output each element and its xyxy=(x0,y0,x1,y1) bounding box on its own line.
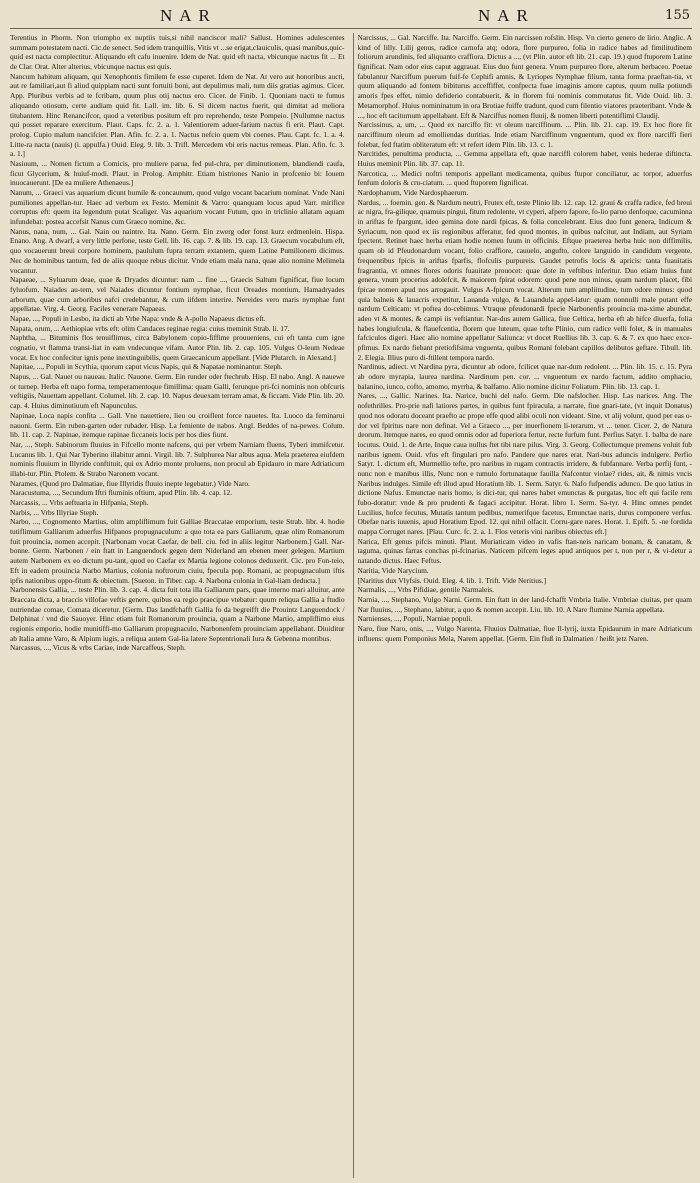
dictionary-entry: Napitae, ..., Populi in Scythia, quorum caput vicus Napis, qui & Napatae nominantur. Steph. xyxy=(10,362,283,372)
dictionary-entry: Nardophanum, Vide Nardosphaerum. xyxy=(357,188,469,197)
page-header xyxy=(10,6,692,29)
dictionary-entry: Naro, fiue Naro, onis, ..., Vulgo Narenta, Fluuius Dalmatiae, fiue Il-lyrij, iuxta Epidaurum in mare Adriaticum influens: quem Pomponius Mela, Narem appellat. [Germ. Ein fluß in Dalmatien / heißt jetz Naren. xyxy=(357,623,693,643)
dictionary-entry: Nar, ..., Steph. Sabinorum fluuius in Fifcello monte nafcens, qui per vrbem Narniam fluens, Tyberi immifcetur. Lucanus lib. 1. Qui Nar Tyberino illabitur amni. Virgil. lib. 7. Sulphurea Nar albus aqua. Mela praeterea eiufdem nominis fluuium in Illyride conftituit, qui ex Adrio monte proluens, non procul ab Epidauro in mare Adriaticum illabi-tur. Plin. Ptolem. & Strabo Naronem vocant. xyxy=(10,439,345,478)
dictionary-entry: Nasiuum, ... Nomen fictum a Comicis, pro muliere parua, fed pul-chra, per diminutionem, blandiendi caufa, ficut Glycerium, & huiuf-modi. Plaut. in Prolog. Amphitr. Etiam histriones Nanio in profcenio bi: Iouem inuocauerunt. [De ea muliere Athenaeus.] xyxy=(10,158,345,188)
dictionary-entry: Terentius in Phorm. Non triumpho ex nuptiis tuis,si nihil nanciscor mali? Sallust. Homines adulescentes summam potestatem nacti. Cic.de senect. Sed idem tranquillis, Vitis vt ...se erigat,clauiculis, quasi manibus,quic-quid est nacta complectitur. Aliquando eft cafu inuenire. Idem de Nat. quid eft nacta, vbicunque nactus fit ... Et de Clar. Orat. Alter alterius, vbicunque nactus est quis. xyxy=(10,33,345,72)
dictionary-entry: Napinae, Loca napis confita ... Gall. Vne nauettiere, lieu ou croiflent force nauetes. Ita. Luoco da feminarui nauoni. Germ. Ein ruben-garten oder rubader. Hisp. La femiente de nabos. Angl. Beddes of na-pewes. Colum. lib. 11. cap. 2. Napinae, itemque rapinae ficcaneis locis per hos dies fiunt. xyxy=(10,410,345,440)
dictionary-entry: Napus, ... Gal. Nauet ou naueau. Italic. Nauone. Germ. Ein runder oder ftechrub. Hisp. El nabo. Angl. A nauewe or turnep. Herba eft napo forma, temperamentoque fimillima: quam Galli, ferunque pri-fci nominis non obfcuris veftigiis, Nauettam appellant. Columel. lib. 2. cap. 10. Napus deuexam terram amat, & ficcam. Vide Plin. lib. 20. cap. 4. Huius diminutiuum eft Napunculus. xyxy=(10,372,345,411)
page-number: 155 xyxy=(665,8,690,23)
dictionary-entry: Nanus, nana, num, ... Gal. Nain ou naintre. Ita. Nano. Germ. Ein zwerg oder fonst kurz erdmenlein. Hispa. Enano. Ang. A dwarf, a very little perfone, teste Gell. lib. 16. cap. 7. & lib. 19. cap. 13. Graecum vocabulum eft, quo vocauerunt breui corpore hominem, paululum fupra terram extantem, quem Latine Pumilionem dicimus. Nec de hominibus tantum, fed de aliis quoque rebus dicitur. Vnde etiam mala nana, quae alio nomine Melimela vocantur. xyxy=(10,226,345,275)
dictionary-entry: Nares, ..., Gallic. Narines. Ita. Narice, buchi del nafo. Germ. Die nafslocher. Hisp. Las narices. Ang. The nofethrilles. Pro-prie nafi latiores partes, in quibus funt fpiracula, a narrate, fiue gnari-tate, (vt inquit Donatus) quod nos odoratu doceant praefto ac prope effe quod alibi oculi non videant. Sine, vt alij volunt, quod per eas o-dor vel fpiritus nare non definat. Vel a Graeco ..., per inuerfionem li-terarum, vt ... tener. Cicer. 2, de Natura deorum. Itemque nares, eo quod omnis odor ad fuperiora fertur, recte furfum funt. Perfius Satyr. 1. balba de nare locutus. Ouid. 1. de Arte, Inque caua nullus ftet tibi nare pilus. Virg. 3. Georg. Collectumque premens voluit fub naribus ignem. Ouid. vfus eft fingulari pro nafo. Pandere que nares erat. Nari-bus aduncis indulgere. Perfio Satyr. 1. dictum eft, Murmellio tefte, pro naribus in rugam contractis irridere, & fubfannare. Verba perfij funt, -nunc non e manibus illis, Nunc non e tumulo fortunataque fauilla Nafcentur violae? rides, ait, & nimis vncis Naribus indulges. Simile eft illud apud Horatium lib. 1. Serm. Satyr. 6. Nafo fufpendis adunco. De quo latius in dictione Nafus. Emunctae naris homo, is dici-tur, qui nares habet emunctas & purgatas, hoc eft qui facile rem fubo-doratur: vnde & pro prudenti & fagaci accipitur. Horat. libro 1. Serm. Sa-tyr. 4. Hinc omnes pendet Lucilius, hofce fecutus, Mutatis tantum pedibus, numerifque facetus, Emunctae naris, durus componere verfus. Obefae naris iuuenis, apud Horatium Epod. 12. qui nihil olfacit. Corru-gare nares. Horat. 1. Epift. 5. -ne fordida mappa Corruget nares. [Plau. Curc. fc. 2. a. 1. Flos veteris vini naribus obiectus eft.] xyxy=(357,391,693,537)
dictionary-entry: Narica, Eft genus pifcis minuti. Plaut. Muriaticam video in vafis ftan-neis naricam bonam, & canatam, & taguma, quinas farras conchas pi-fcinarias. Naticem pifcem leges apud antiquos per t, non per r, & vi-detur a natando dictus. Haec Feftus. xyxy=(357,536,693,566)
dictionary-entry: Napaeae, ... Syluarum deae, quae & Dryades dicuntur: nam ... fine ..., Graecis Saltum fignificat, fiue locum fyluofum. Naiades au-tem, vel Naiades dicuntur fontium nymphae, ficut Oreades montium, Hamadryades arborum, quae cum arboribus nafci credebantur, & cum iifdem interire. Nereides vero maris nymphae funt appellatae. Virg. 4. Georg. Faciles venerare Napaeas. xyxy=(10,275,345,314)
dictionary-entry: Naracustuma, ..., Secundum Iftri fluminis oftium, apud Plin. lib. 4. cap. 12. xyxy=(10,488,233,498)
left-running-head: NAR xyxy=(160,6,217,25)
dictionary-entry: Narnia, ..., Stephano, Vulgo Narni. Germ. Ein ftatt in der land-fchafft Vmbria Italie. Vmbriae ciuitas, per quam Nar fluuius, ..., Stephano, labitur, a quo & nomen accepit. Liu. lib. 10. A Nare flumine Narnia appellata. xyxy=(357,594,693,614)
right-column xyxy=(358,33,693,1178)
dictionary-entry: Narcotica, ... Medici noftri temporis appellant medicamenta, quibus ftupor conciliatur, ac torpor, aduerfus fenfum doloris & cru-ciatum. ... quod ftuporem fignificat. xyxy=(357,168,693,188)
dictionary-entry: Naritia, Vide Narycium. xyxy=(357,565,429,575)
dictionary-entry: Narbonensis Gallia, ... teste Plin. lib. 3. cap. 4. dicta fuit tota illa Galliarum pars, quae interno mari alluitur, ante Braccata dicta, a braccis villofae veftis genere, quibus ea regio praecipue vtebatur: quum reliqua Gallia a ftudio nutriendae comae, Comata diceretur. [Germ. Das landfchafft Gallia fo da begreifft die Prouintz Languendock / Delphinat / vnd die Sauoyer. Hinc etiam fuit Romanorum prouincia, quam a Narbone Martio, ampliflimo eius regionis emporio, hodie munitiffi-mo Galliarum propugnaculo, Narbonenfem prouinciam appellabant. Diuiditur ab Italia amne Varo, & Alpium iugis, a reliqua autem Gal-lia latere Septentrionali Iura & Gebenna montibus. xyxy=(10,585,345,643)
dictionary-entry: Naphtha, ... Bituminis flos tenuiflimus, circa Babylonem copio-fiffime prouueniens, cui eft tanta cum igne cognatio, vt flamma transi-liat in eam vndecunque vifam. Autor Plin. lib. 2. cap. 105. Vulgus O-leum Nedeae vocat. Ex hoc confecitur ignis pene inextinguibilis, quem Graecanicum appellant. [Vide Plutarch. in Alexand.] xyxy=(10,333,345,362)
dictionary-entry: Narbo, ..., Cognomento Martius, olim ampliflimum fuit Galliae Braccatae emporium, teste Strab. libr. 4. hodie tutiflimum Galliarum aduerfus Hifpanos propugnaculum: a quo tota ea pars Galliarum, quae olim Romanorum fuit prouincia, nomen accepit. [Narbonam vocat Caefar, de bell. ciu. fed in aliis legitur Narbonem.] Gall. Nar-bonne. Germ. Narbonen / ein ftatt in Languendock gegen dem Niderland am ebenen meer gelegen. Martium autem Narbonem ex eo dictum pu-tant, quod eo Caefar ex Martia legione colonos deduxerit. Cic. pro Fon-teio, Eft in eadem prouincia Narbo Martius, colonia noftrorum ciuiu, fpecula pop. Romani, ac propugnaculum iftis ipfis nationibus oppo-fitum & obiectum. [Sueton. in Tiber. cap. 4. Narbona colonia in Gal-liam deducta.] xyxy=(10,517,345,585)
dictionary-entry: Nardus, ... foemin. gen. & Nardum neutri, Frutex eft, teste Plinio lib. 12. cap. 12. graui & craffa radice, fed breui ac nigra, fra-gilique, quamuis pingui, fitum redolente, vt cyperi, afpero fapore, fo-lio paruo denfoque, cacuminna in ariftas fe fpargunt, ideo gemina dote nardi fpicas, & folia concelebrant. Eius duo funt genera, Indicum & Syriacum, non quod ex iis regionibus afferatur, fed quod montes, in quibus nafcitur, aut Indiam, aut Syriam fpectent. Retinet haec herba etiam hodie nomen fuum in officinis. Eftque praeterea herba huic non diffimilis, quam ob id Pfeudonardum vocant, folio craffiore, cauuelo, angufto, colore languido in candidum vergente, frequentibus fpicis in ariftas fparfis, flofculis purpureis. Gaudet petrofis locis & apricis: tanta fuauitatis fragrantia, vt omnes flores odoris fuauitate prouocet: quae dote in veftibus inferitur. Duo etiam huius funt genera, vnum procerius adolefcit, & maiorem fpirat odorem: quod pene non minus, quam nardum placet, fibi fpicae nomen apud nos arrogauit. Vulgus A-fpicum vocat. Alterum tum ampliitudine, tum odore minus: quod quia balneis & lauacris expetitur, Lauanda vulgo, & Lauandula appel-latur: quam nonnulli male putant effe nardum Celticam: vt poftea do-cebimus. Vtraque pfeudonardi fpecie Narbonenfis prouincia ma-xime abundat, adeo vt & montes, & campi iis veftiantur. Nar-dus autem Gallica, fiue Celtica, herba eft ab hifce diuerfa, folia habes longiufcula, & flauefcentia, florem que luteum, quae tefte Plinio, cum radice velli folet, & in manuales fafciculos digeri. Haec alio nomine appellatur Saliunca: vt docet Ruellius lib. 3. cap. 6. & 7. ex quo haec exce-pfimus. Ex nardo fiebant pretiofifsima vnguenta, quibus Romani folebant capillos delibutos geftare. Tibull. lib. 2. Elegia. Illius puro di-ftillent tempora nardo. xyxy=(357,197,693,362)
dictionary-entry: Napata, orum, ... Aethiopiae vrbs eft: olim Candaces reginae regia: cuius meminit Strab. li. 17. xyxy=(10,323,290,333)
dictionary-entry: Narcissinus, a, um, ... Quod ex narciffo fit: vt oleum narciffinum. ... Plin. lib. 21. cap. 19. Ex hoc flore fit narciffinum oleum ad emolliendas duritias. Inde etiam Narciffinum vnguentum, quod ex flore narciffi fieri folebat, fed ftatim obliteratum eft: vt refert idem Plin. lib. 13. c. 1. xyxy=(357,120,693,149)
column-divider xyxy=(353,33,354,1178)
dictionary-entry: Narames, (Quod pro Dalmatiae, fiue Illyridis fluuio inepte legebatur.) Vide Naro. xyxy=(10,478,250,488)
dictionary-entry: Narcitides, penultima producta, ... Gemma appellata eft, quae narciffi colorem habet, venis hederae diftincta. Huius meminit Plin. lib. 37. cap. 11. xyxy=(357,149,693,168)
dictionary-entry: Narmalis, ..., Vrbs Pifidiae, gentile Narmaleis. xyxy=(357,585,495,595)
dictionary-entry: Napae, ..., Populi in Lesbo, ita dicti ab Vrbe Napa: vnde & A-pollo Napaeus dictus eft. xyxy=(10,313,266,323)
two-column-body xyxy=(10,33,692,1178)
left-column xyxy=(10,33,349,1178)
dictionary-entry: Narbis, ... Vrbs Illyriae Steph. xyxy=(10,507,99,517)
dictionary-entry: Nancum habitum aliquam, qui Xenophontis fimilem fe esse cuperet. Idem de Nat. At vero aut honoribus aucti, aut re familiari,aut fi aliud quippiam nacti sunt fortuiti boni, aut depulimus mali, tum diis gratias agimus. Cicer. App. Pluribus verbis ad te fcribam, quum plus otij nactus ero. Cicer. de Finib. 1. Quoniam nacti te fumus aliquando otiosum, certe audiam quid fit. Lall. im. lib. 6. Si dicem nactus fuerit, qui dimitat ad meliora titubantem. Hinc Renancifcor, quod a veteribus positum eft pro reprehendo, teste Pompeio. [Nullumne nactus qui posset reparare exercitum. Plaut. Caps. fc. 2. a. 1. Valentiorem aduer-farium nactus fi erit. Plaut. Capt. prolog. Cupio malum nancifcier. Plan. Afin. fc. 2. a. 1. Nactus nefcio quem vbi coenes. Plau. Capt. fc. 1. a. 4. Litte-ra nacta (nauis) (i. appulfa.) Ouid. Eleg. 9. lib. 3. Trifl. Mercedem vbi eris nactus remeas. Plan. Afin. fc. 3. a. 1.] xyxy=(10,71,345,159)
dictionary-entry: Nanum, ... Graeci vas aquarium dicunt humile & concaunum, quod vulgo vocant bacarium nominat. Vnde Nani pumiliones appellan-tur. Haec ad verbum ex Festo. Meminit & Varro: quanquam locus apud Varr. mirifice corruptus eft: quem ita legendum putat Scaliger. Vas aquarium vocant Futum, quo in triclinio allatam aquam infundebat: postea accefsit Nanus cum Graeco nomine, &c. xyxy=(10,188,345,227)
dictionary-entry: Narcassis, ... Vrbs aeftuaria in Hifpania, Steph. xyxy=(10,498,149,507)
right-running-head: NAR xyxy=(478,6,535,25)
dictionary-entry: Narcissus, ... Gal. Narciffe. Ita. Narciffo. Germ. Ein narcissen rofslin. Hisp. Vn cierto genero de lirio. Anglic. A kind of lilly. Lilij genus, radice carnofa atq; odora, flore purpureo, folia in radice habes ad fimilitudinem foliorum arundinis, fed aliquanto craffiora. Dictus a ..., (vt Plin. autor eft lib. 21. cap. 19.) quod ftuporem Latine fignificat. Nam odor eius caput aggrauat. Eius duo funt genera. Vnum purpureo flore, alterum herbaceo. Poetae fabulantur Narciffum puerum fuif-fe Cephifi amnis, & Lyriopes Nymphae filium, tanta forma praeftan-tia, vt quum aliquando ad fontem bibiturus acceffiffet, confpecta fuae imaginis amore captus, quum nulla potiundi amoris fpes effet, nimio defiderio contabuerit, & in florem fui nominis commutatus fit. Vide Ouid. lib. 3. Metamorphof. Huius nomininatum in ora Brotiae fuiffe tradunt, quod cum filentio viatores praeteribant. Vnde & ..., hoc eft taciturnum appellabant. Eft & Narciffus nomen fluuij, & nomen liberti potentiflimi Claudij. xyxy=(357,33,693,120)
dictionary-entry: Nardinus, adiect. vt Nardina pyra, dicuntur ab odore, fcilicet quae nar-dum redolent. ... Plin. lib. 15. c. 15. Pyra ab odore myrapia, laurea nardina. Nardinum pen. cor. ... vnguentum ex nardo factum, addito omphacio, balanino, iunco, cofto, amomo, myrrha, & balfamo. Alio nomine dicitur Foliatum. Plin. lib. 13. cap. 1. xyxy=(357,362,693,391)
dictionary-entry: [Naritius dux Vlyfsis. Ouid. Eleg. 4. lib. 1. Trift. Vide Neritius.] xyxy=(357,575,547,585)
dictionary-entry: Narcassus, ..., Vicus & vrbs Cariae, inde Narcaffeus, Steph. xyxy=(10,643,186,653)
dictionary-entry: Narnienses, ..., Populi, Narniae populi. xyxy=(357,614,473,624)
